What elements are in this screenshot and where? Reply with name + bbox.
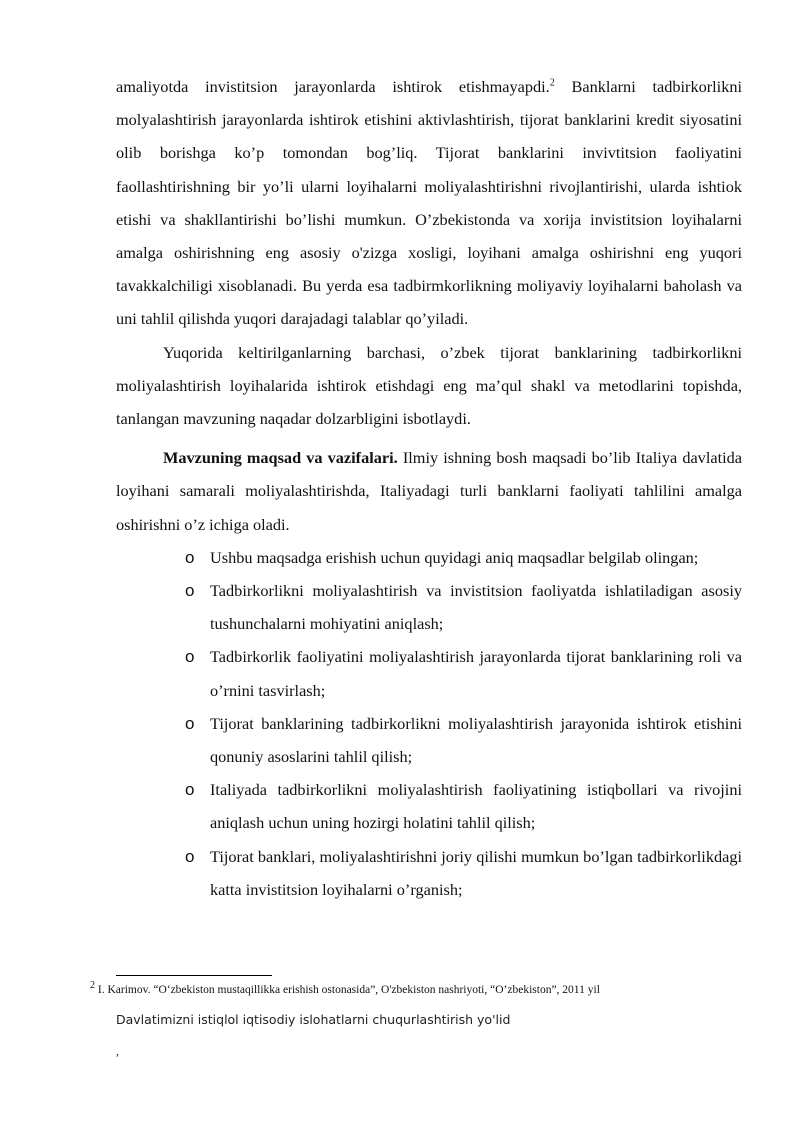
paragraph-2: Yuqorida keltirilganlarning barchasi, o’zbek tijorat banklarining tadbirkorlikni moliyalashtirish loyihalarida ishtirok etishdagi eng ma’qul shakl va metodlarini topishda, tanlangan mavzuning naqadar dolzarbligini isbotlaydi. bbox=[116, 342, 742, 429]
bullet-icon: o bbox=[185, 846, 195, 866]
footnote-number: 2 bbox=[90, 980, 95, 992]
list-item bbox=[185, 574, 742, 640]
list-item-text: Ushbu maqsadga erishish uchun quyidagi aniq maqsadlar belgilab olingan; bbox=[210, 547, 699, 567]
body-text bbox=[116, 70, 742, 906]
footnote-reference[interactable]: 2 bbox=[549, 77, 555, 89]
list-item-text: Italiyada tadbirkorlikni moliyalashtirish faoliyatining istiqbollari va rivojini aniqlash uchun uning hozirgi holatini tahlil qilish; bbox=[210, 780, 742, 833]
bullet-icon: o bbox=[185, 581, 195, 601]
list-item bbox=[185, 541, 742, 574]
paragraph-1-start: amaliyotda invistitsion jarayonlarda ishtirok etishmayapdi. bbox=[116, 77, 550, 96]
paragraph-1-rest: Banklarni tadbirkorlikni molyalashtirish jarayonlarda ishtirok etishini aktivlashtirish, tijorat banklarini kredit siyosatini olib borishga ko’p tomondan bog’liq. Tijorat banklarini invivtitsion faoliyatini faollashtirishning bir yo’li ularni loyihalarni moliyalashtirishni rivojlantirishi, ularda ishtiok etishi va shakllantirishi bo’lishi mumkun. O’zbekistonda va xorija invistitsion loyihalarni amalga oshirishning eng asosiy o'zizga xosligi, loyihani amalga oshirishni eng yuqori tavakkalchiligi xisoblanadi. Bu yerda esa tadbirmkorlikning moliyaviy loyihalarni baholash va uni tahlil qilishda yuqori darajadagi talablar qo’yiladi. bbox=[116, 77, 743, 329]
paragraph-3 bbox=[116, 441, 742, 541]
bullet-icon: o bbox=[185, 547, 195, 567]
trailing-text-line: Davlatimizni istiqlol iqtisodiy islohatlarni chuqurlashtirish yo'lid bbox=[116, 1012, 511, 1027]
list-item bbox=[185, 773, 742, 839]
footnote-text: I. Karimov. “O‘zbekiston mustaqillikka erishish ostonasida”, O'zbekiston nashriyoti, “O’zbekiston”, 2011 yil bbox=[95, 984, 600, 996]
trailing-mark: , bbox=[116, 1044, 119, 1058]
footnote bbox=[90, 982, 770, 998]
list-item-text: Tijorat banklari, moliyalashtirishni joriy qilishi mumkun bo’lgan tadbirkorlikdagi katta invistitsion loyihalarni o’rganish; bbox=[210, 846, 742, 899]
list-item-text: Tijorat banklarining tadbirkorlikni moliyalashtirish jarayonida ishtirok etishini qonuniy asoslarini tahlil qilish; bbox=[210, 713, 742, 767]
section-heading: Mavzuning maqsad va vazifalari. bbox=[163, 448, 398, 468]
list-item bbox=[185, 707, 742, 773]
paragraph-1 bbox=[116, 70, 742, 336]
list-item bbox=[185, 840, 742, 906]
list-item-text: Tadbirkorlik faoliyatini moliyalashtirish jarayonlarda tijorat banklarining roli va o’rnini tasvirlash; bbox=[210, 647, 742, 700]
bullet-icon: o bbox=[185, 780, 195, 800]
objectives-list bbox=[116, 541, 742, 906]
bullet-icon: o bbox=[185, 713, 195, 733]
list-item-text: Tadbirkorlikni moliyalashtirish va invistitsion faoliyatda ishlatiladigan asosiy tushunchalarni mohiyatini aniqlash; bbox=[210, 581, 742, 634]
list-item bbox=[185, 640, 742, 706]
bullet-icon: o bbox=[185, 647, 195, 667]
footnote-divider bbox=[116, 975, 272, 976]
paragraph-3-text: Ilmiy ishning bosh maqsadi bo’lib Italiya davlatida loyihani samarali moliyalashtirishda, Italiyadagi turli banklarni faoliyati tahlilini amalga oshirishni o’z ichiga oladi. bbox=[116, 448, 742, 534]
